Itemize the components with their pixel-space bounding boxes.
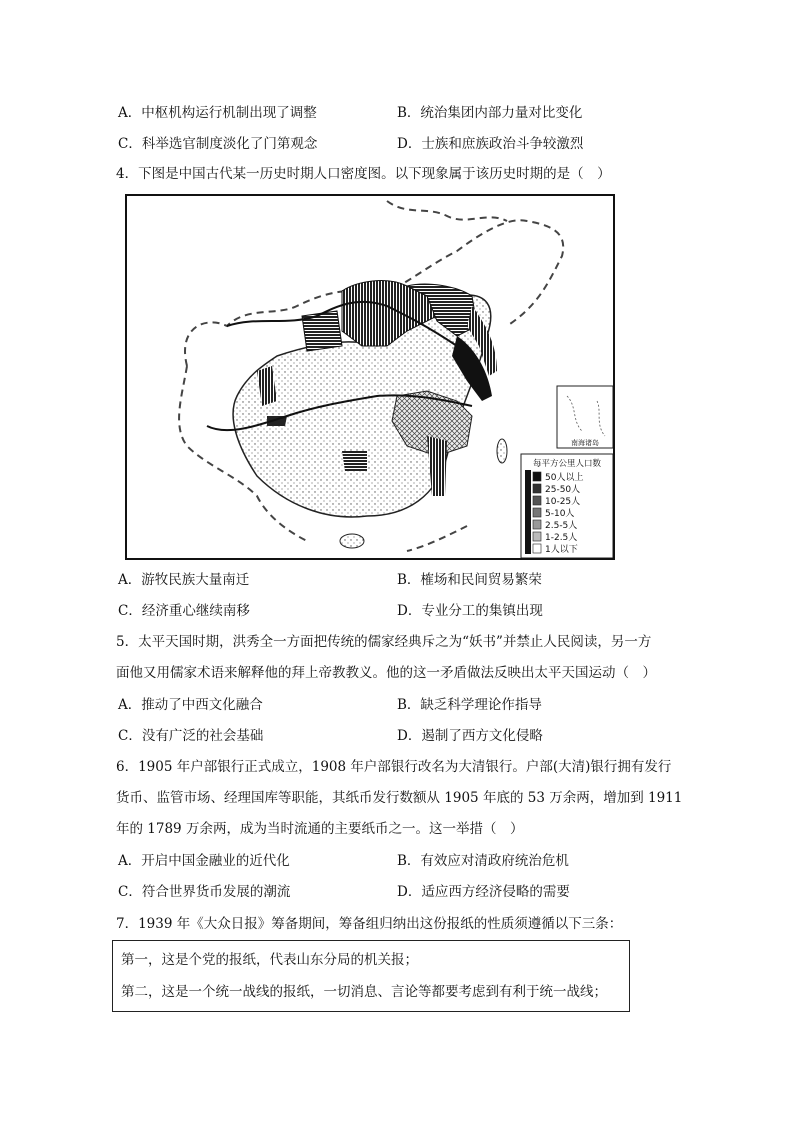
legend-label: 10-25人: [545, 497, 581, 507]
q6-option-c: C．符合世界货币发展的潮流: [118, 884, 291, 900]
population-density-map: [125, 194, 615, 560]
q5-stem-line1: 5．太平天国时期，洪秀全一方面把传统的儒家经典斥之为“妖书”并禁止人民阅读，另一方: [116, 634, 652, 650]
legend-swatch: [533, 472, 541, 481]
q7-quote-box: [112, 940, 630, 1012]
q5-option-a: A．推动了中西文化融合: [118, 697, 263, 713]
legend-swatch: [533, 544, 541, 553]
q6-stem-line2: 货币、监管市场、经理国库等职能，其纸币发行数额从 1905 年底的 53 万余两，增加到 1911: [116, 790, 683, 806]
q4-stem: 4．下图是中国古代某一历史时期人口密度图。以下现象属于该历史时期的是（ ）: [116, 166, 611, 182]
legend-label: 5-10人: [545, 509, 575, 519]
q7-box-line1: 第一，这是个党的报纸，代表山东分局的机关报；: [121, 952, 418, 968]
q6-option-a: A．开启中国金融业的近代化: [118, 853, 290, 869]
q3-option-d: D．士族和庶族政治斗争较激烈: [397, 136, 584, 152]
q3-option-b: B．统治集团内部力量对比变化: [397, 105, 583, 121]
q5-option-c: C．没有广泛的社会基础: [118, 728, 264, 744]
legend-label: 25-50人: [545, 485, 581, 495]
legend-swatch: [533, 508, 541, 517]
q6-option-d: D．适应西方经济侵略的需要: [397, 884, 570, 900]
q4-option-c: C．经济重心继续南移: [118, 603, 250, 619]
q3-option-c: C．科举选官制度淡化了门第观念: [118, 136, 318, 152]
legend-swatch: [533, 532, 541, 541]
q5-option-d: D．遏制了西方文化侵略: [397, 728, 543, 744]
q7-box-line2: 第二，这是一个统一战线的报纸，一切消息、言论等都要考虑到有利于统一战线；: [121, 984, 607, 1000]
legend-label: 2.5-5人: [545, 521, 578, 531]
map-drawing: [127, 196, 613, 558]
q4-option-a: A．游牧民族大量南迁: [118, 572, 250, 588]
q6-stem-line3: 年的 1789 万余两，成为当时流通的主要纸币之一。这一举措（ ）: [116, 821, 524, 837]
q6-stem-line1: 6．1905 年户部银行正式成立，1908 年户部银行改名为大清银行。户部(大清)银行拥有发行: [116, 759, 672, 775]
map-legend: [521, 454, 613, 558]
inset-label: 南海诸岛: [571, 439, 599, 447]
legend-label: 1-2.5人: [545, 533, 578, 543]
legend-title: 每平方公里人口数: [532, 459, 602, 469]
legend-swatch: [533, 484, 541, 493]
q5-option-b: B．缺乏科学理论作指导: [397, 697, 542, 713]
q7-stem: 7．1939 年《大众日报》筹备期间，筹备组归纳出这份报纸的性质须遵循以下三条：: [116, 916, 623, 932]
q4-option-d: D．专业分工的集镇出现: [397, 603, 543, 619]
q5-stem-line2: 面他又用儒家术语来解释他的拜上帝教教义。他的这一矛盾做法反映出太平天国运动（ ）: [116, 665, 656, 681]
q4-option-b: B．榷场和民间贸易繁荣: [397, 572, 542, 588]
legend-label: 50人以上: [545, 473, 584, 483]
south-china-sea-inset: [557, 386, 613, 448]
legend-swatch: [533, 520, 541, 529]
legend-swatch: [533, 496, 541, 505]
q6-option-b: B．有效应对清政府统治危机: [397, 853, 569, 869]
q3-option-a: A．中枢机构运行机制出现了调整: [118, 105, 317, 121]
legend-label: 1人以下: [545, 545, 578, 555]
